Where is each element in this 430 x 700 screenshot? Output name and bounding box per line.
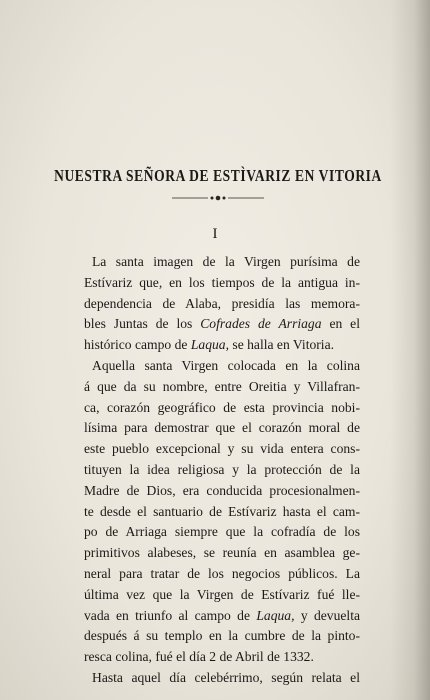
text-span: resca colina, fué el día 2 de Abril de 1332. (84, 649, 314, 665)
title-rule-ornament (170, 194, 266, 202)
text-span: Hasta aquel día celebérrimo, según relata el (92, 669, 360, 685)
text-span: Aquella santa Virgen colocada en la colina (92, 357, 360, 373)
text-line (84, 335, 360, 356)
text-line (84, 564, 360, 585)
text-line (84, 273, 360, 294)
text-span: Madre de Dios, era conducida procesionalmen- (84, 482, 360, 498)
text-span: después á su templo en la cumbre de la pinto- (84, 628, 360, 644)
text-span: este pueblo excepcional y su vida entera cons- (84, 441, 360, 457)
italic-span: Laqua, (190, 337, 229, 353)
text-line (84, 398, 360, 419)
text-line (84, 647, 360, 668)
text-line (84, 522, 360, 543)
text-span: ca, corazón geográfico de esta provincia nobi- (84, 399, 360, 415)
text-line (84, 460, 360, 481)
text-line (84, 585, 360, 606)
text-line (84, 294, 360, 315)
text-span: La santa imagen de la Virgen purísima de (92, 254, 360, 269)
text-line (84, 481, 360, 502)
text-span: dependencia de Alaba, presidía las memora- (84, 295, 360, 311)
text-span: tituyen la idea religiosa y la protección de la (84, 461, 360, 477)
text-span: á que da su nombre, entre Oreitia y Villafran- (84, 378, 360, 394)
text-span: última vez que la Virgen de Estívariz fué lle- (84, 586, 360, 602)
text-span: histórico campo de (84, 337, 191, 353)
text-span: en el (321, 316, 360, 332)
chapter-title: NUESTRA SEÑORA DE ESTÌVARIZ EN VITORIA (54, 166, 382, 185)
text-span: po de Arriaga siempre que la cofradía de los (84, 524, 360, 540)
page-edge-shadow (390, 0, 430, 700)
text-line (84, 356, 360, 377)
italic-span: Cofrades de Arriaga (200, 316, 322, 332)
text-line (84, 543, 360, 564)
text-line (84, 668, 360, 689)
text-line (84, 418, 360, 439)
text-span: se halla en Vitoria. (229, 337, 335, 353)
text-line (84, 439, 360, 460)
text-line (84, 252, 360, 273)
text-span: Estívariz que, en los tiempos de la antigua in- (84, 274, 360, 290)
section-numeral: I (212, 226, 218, 242)
text-span: lísima para demostrar que el corazón moral de (84, 420, 360, 436)
text-line (84, 606, 360, 627)
text-span: primitivos alabeses, se reunía en asamblea ge- (84, 545, 360, 561)
text-line (84, 314, 360, 335)
text-line (84, 502, 360, 523)
text-span: vada en triunfo al campo de (84, 607, 257, 623)
text-span: neral para tratar de los negocios públicos. La (84, 565, 360, 581)
text-line (84, 626, 360, 647)
text-span: y devuelta (294, 607, 360, 623)
text-span: bles Juntas de los (84, 316, 201, 332)
italic-span: Laqua, (256, 607, 295, 623)
body-text (84, 252, 360, 689)
text-span: te desde el santuario de Estívariz hasta el cam- (84, 503, 360, 519)
text-line (84, 377, 360, 398)
